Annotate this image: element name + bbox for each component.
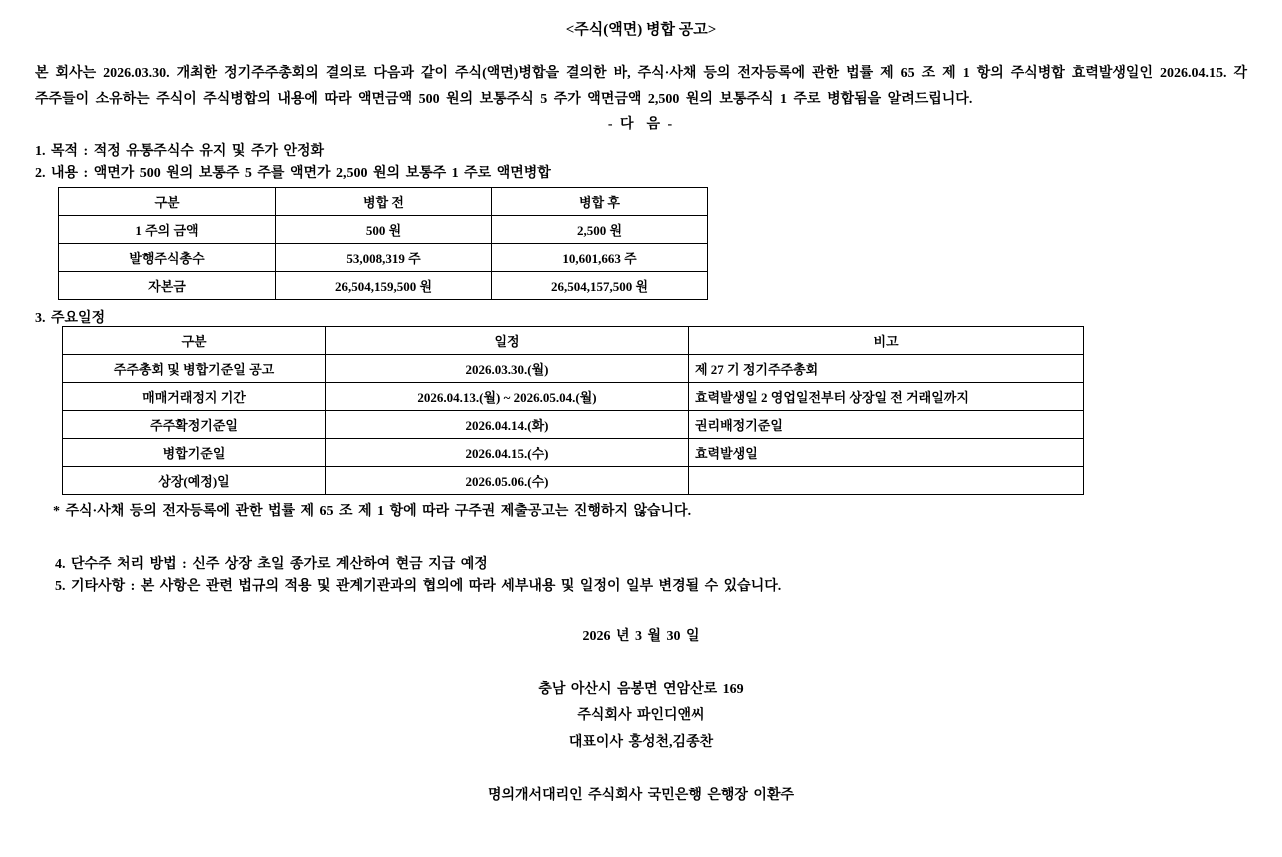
schedule-cell-date: 2026.04.13.(월) ~ 2026.05.04.(월) — [326, 383, 689, 411]
schedule-cell-label: 매매거래정지 기간 — [63, 383, 326, 411]
item-fractional-shares: 4. 단수주 처리 방법 : 신주 상장 초일 종가로 계산하여 현금 지급 예정 — [55, 557, 488, 572]
item-content: 2. 내용 : 액면가 500 원의 보통주 5 주를 액면가 2,500 원의 보통주 1 주로 액면병합 — [35, 166, 551, 181]
schedule-cell-date: 2026.04.15.(수) — [326, 439, 689, 467]
item-other-matters: 5. 기타사항 : 본 사항은 관련 법규의 적용 및 관계기관과의 협의에 따라 세부내용 및 일정이 일부 변경될 수 있습니다. — [55, 579, 782, 594]
merger-header-category: 구분 — [59, 188, 276, 216]
schedule-header-date: 일정 — [326, 327, 689, 355]
schedule-cell-date: 2026.03.30.(월) — [326, 355, 689, 383]
electronic-registration-footnote: * 주식·사채 등의 전자등록에 관한 법률 제 65 조 제 1 항에 따라 구주권 제출공고는 진행하지 않습니다. — [53, 504, 692, 519]
merger-cell-after: 10,601,663 주 — [492, 244, 708, 272]
announcement-date: 2026 년 3 월 30 일 — [582, 629, 700, 644]
ceo-name: 대표이사 홍성천,김종찬 — [568, 735, 714, 750]
merger-header-before: 병합 전 — [276, 188, 492, 216]
merger-cell-before: 500 원 — [276, 216, 492, 244]
page-title: <주식(액면) 병합 공고> — [565, 22, 717, 38]
schedule-cell-date: 2026.04.14.(화) — [326, 411, 689, 439]
table-row — [63, 383, 1084, 411]
table-row — [63, 355, 1084, 383]
table-row — [59, 272, 708, 300]
merger-header-after: 병합 후 — [492, 188, 708, 216]
schedule-header-category: 구분 — [63, 327, 326, 355]
merger-cell-label: 자본금 — [59, 272, 276, 300]
merger-cell-after: 26,504,157,500 원 — [492, 272, 708, 300]
item-schedule: 3. 주요일정 — [35, 311, 106, 326]
merger-cell-label: 발행주식총수 — [59, 244, 276, 272]
merger-cell-before: 26,504,159,500 원 — [276, 272, 492, 300]
schedule-cell-date: 2026.05.06.(수) — [326, 467, 689, 495]
schedule-cell-note — [689, 467, 1084, 495]
merger-cell-before: 53,008,319 주 — [276, 244, 492, 272]
daeum-separator: - 다 음 - — [607, 117, 675, 132]
schedule-table — [62, 326, 1084, 495]
transfer-agent-line: 명의개서대리인 주식회사 국민은행 은행장 이환주 — [487, 788, 794, 803]
company-address: 충남 아산시 음봉면 연암산로 169 — [538, 682, 744, 697]
merger-table-header-row — [59, 188, 708, 216]
item-purpose: 1. 목적 : 적정 유통주식수 유지 및 주가 안정화 — [35, 144, 325, 159]
schedule-cell-label: 병합기준일 — [63, 439, 326, 467]
table-row — [63, 411, 1084, 439]
schedule-cell-label: 상장(예정)일 — [63, 467, 326, 495]
table-row — [63, 467, 1084, 495]
table-row — [63, 439, 1084, 467]
company-name: 주식회사 파인디앤씨 — [577, 708, 705, 723]
schedule-cell-note: 효력발생일 2 영업일전부터 상장일 전 거래일까지 — [689, 383, 1084, 411]
table-row — [59, 216, 708, 244]
schedule-header-note: 비고 — [689, 327, 1084, 355]
schedule-cell-note: 제 27 기 정기주주총회 — [689, 355, 1084, 383]
intro-paragraph: 본 회사는 2026.03.30. 개최한 정기주주총회의 결의로 다음과 같이 주식(액면)병합을 결의한 바, 주식·사채 등의 전자등록에 관한 법률 제 65 조 제 1 항의 주식병합 효력발생일인 2026.04.15. 각 주주들이 소유하는 주식이 주식병합의 내용에 따라 액면금액 500 원의 보통주식 5 주가 액면금액 2,500 원의 보통주식 1 주로 병합됨을 알려드립니다. — [35, 66, 1247, 107]
table-row — [59, 244, 708, 272]
schedule-cell-label: 주주확정기준일 — [63, 411, 326, 439]
merger-cell-after: 2,500 원 — [492, 216, 708, 244]
schedule-cell-label: 주주총회 및 병합기준일 공고 — [63, 355, 326, 383]
merger-table — [58, 187, 708, 300]
merger-cell-label: 1 주의 금액 — [59, 216, 276, 244]
schedule-table-header-row — [63, 327, 1084, 355]
schedule-cell-note: 권리배정기준일 — [689, 411, 1084, 439]
schedule-cell-note: 효력발생일 — [689, 439, 1084, 467]
